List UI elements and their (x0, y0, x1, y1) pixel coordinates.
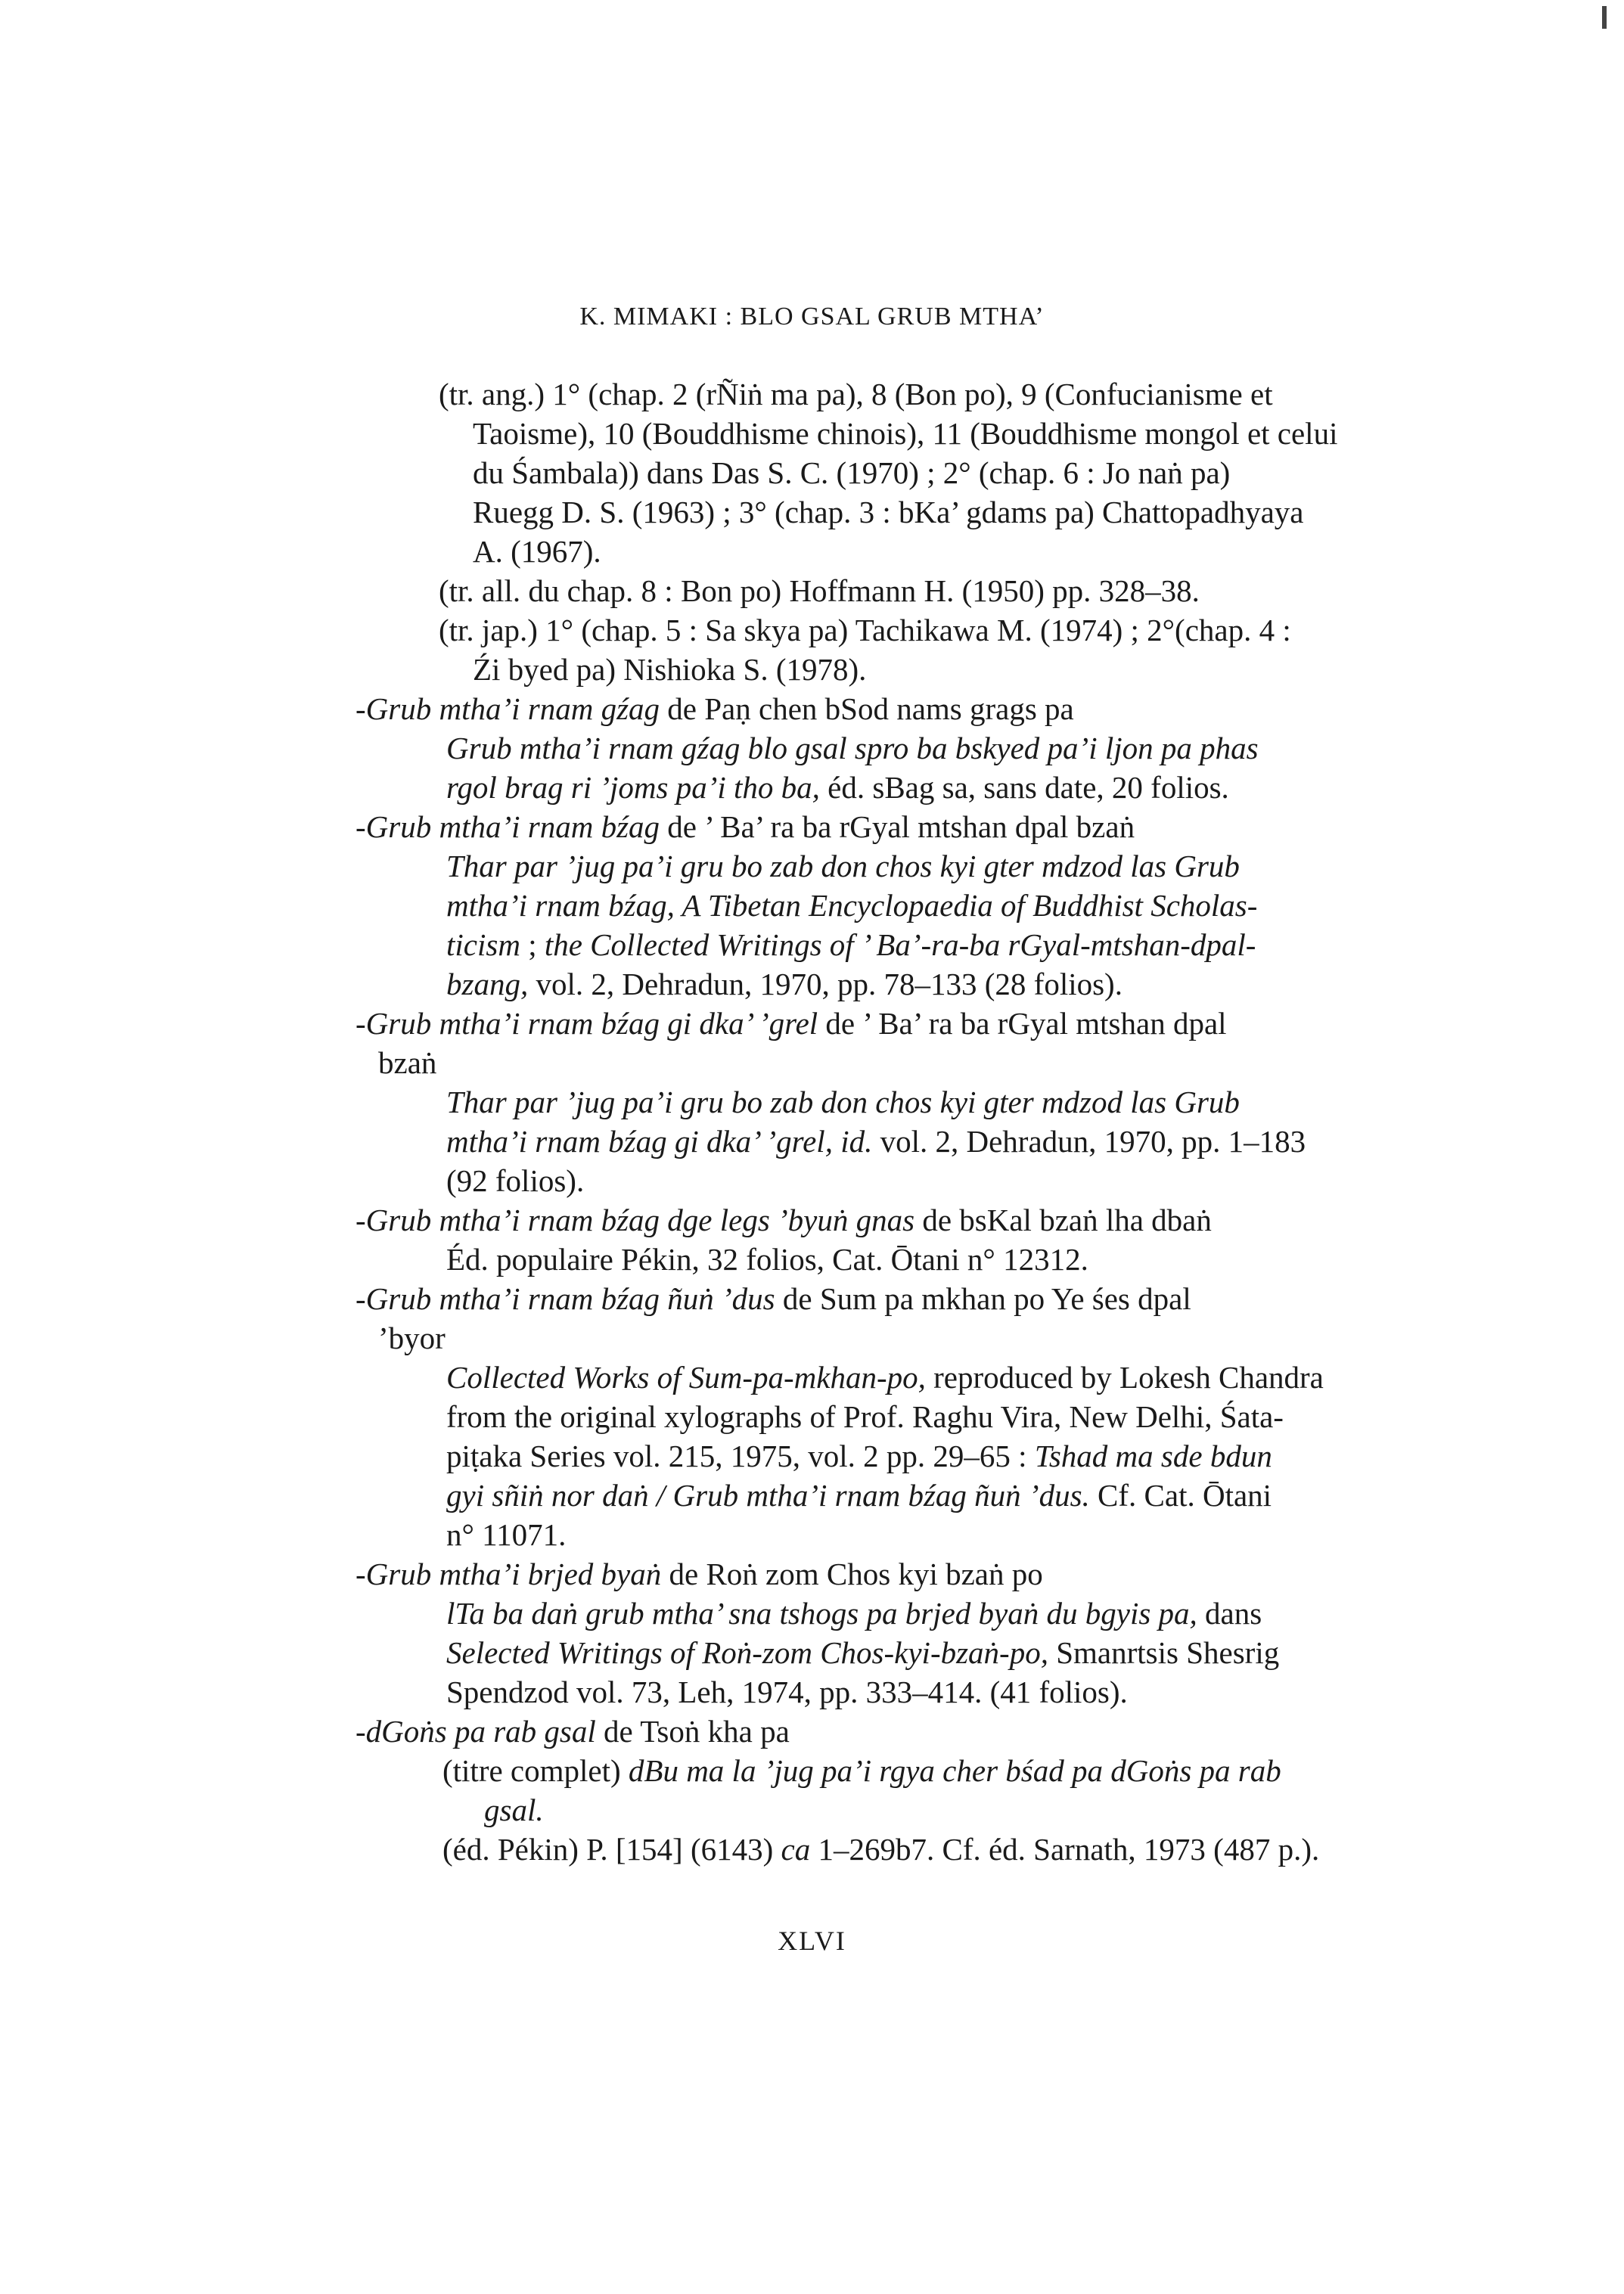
text-segment: de Tsoṅ kha pa (595, 1714, 790, 1749)
text-segment: ’byor (378, 1321, 446, 1355)
text-segment: Ruegg D. S. (1963) ; 3° (chap. 3 : bKa’ gdams pa) Chattopadhyaya (473, 495, 1304, 529)
italic-text: -Grub mtha’i rnam bźag (356, 809, 660, 844)
text-line (473, 453, 1452, 492)
italic-text: mtha’i rnam bźag, A Tibetan Encyclopaedia of Buddhist Scholas- (446, 888, 1258, 923)
text-segment: (tr. ang.) 1° (chap. 2 (rÑiṅ ma pa), 8 (Bon po), 9 (Confucianisme et (439, 377, 1273, 411)
text-segment: Cf. Cat. Ōtani (1089, 1478, 1272, 1513)
text-segment: dans (1197, 1596, 1262, 1631)
italic-text: gsal. (484, 1793, 544, 1827)
italic-text: bzang, (446, 967, 529, 1001)
italic-text: Collected Works of Sum-pa-mkhan-po, (446, 1360, 926, 1395)
text-segment: de Roṅ zom Chos kyi bzaṅ po (661, 1557, 1043, 1591)
text-line (446, 768, 1452, 807)
text-line (446, 1358, 1452, 1397)
text-line (446, 1082, 1452, 1122)
running-header: K. MIMAKI : BLO GSAL GRUB MTHA’ (579, 303, 1045, 331)
text-line (473, 532, 1452, 571)
text-line (446, 1240, 1452, 1279)
text-segment: (titre complet) (442, 1753, 629, 1788)
text-line (378, 1318, 1452, 1358)
text-line (446, 925, 1452, 964)
text-line (473, 492, 1452, 532)
italic-text: -Grub mtha’i rnam bźag ñuṅ ’dus (356, 1281, 775, 1316)
text-line (446, 886, 1452, 925)
italic-text: -dGoṅs pa rab gsal (356, 1714, 596, 1749)
text-segment: vol. 2, Dehradun, 1970, pp. 1–183 (872, 1124, 1306, 1159)
text-segment: from the original xylographs of Prof. Raghu Vira, New Delhi, Śata- (446, 1399, 1284, 1434)
italic-text: Thar par ’jug pa’i gru bo zab don chos kyi gter mdzod las Grub (446, 849, 1240, 883)
text-segment: Smanrtsis Shesrig (1048, 1635, 1280, 1670)
text-line (439, 571, 1452, 610)
text-segment: Éd. populaire Pékin, 32 folios, Cat. Ōtani n° 12312. (446, 1242, 1088, 1277)
text-line (446, 1397, 1452, 1436)
text-line (356, 1712, 1452, 1751)
text-segment: piṭaka Series vol. 215, 1975, vol. 2 pp. 29–65 : (446, 1439, 1035, 1473)
text-line (446, 964, 1452, 1004)
text-line (473, 650, 1452, 689)
text-segment: (tr. jap.) 1° (chap. 5 : Sa skya pa) Tachikawa M. (1974) ; 2°(chap. 4 : (439, 613, 1291, 647)
text-line (442, 1751, 1452, 1790)
text-segment: du Śambala)) dans Das S. C. (1970) ; 2° (chap. 6 : Jo naṅ pa) (473, 455, 1231, 490)
text-segment: A. (1967). (473, 534, 601, 569)
text-line (446, 1594, 1452, 1633)
text-segment: de Paṇ chen bSod nams grags pa (660, 691, 1074, 726)
text-line (446, 1633, 1452, 1672)
text-line (446, 1161, 1452, 1200)
text-segment: vol. 2, Dehradun, 1970, pp. 78–133 (28 folios). (528, 967, 1123, 1001)
text-line (446, 1515, 1452, 1554)
italic-text: -Grub mtha’i rnam bźag dge legs ’byuṅ gnas (356, 1203, 915, 1237)
text-line (356, 1004, 1452, 1043)
text-line (356, 689, 1452, 728)
text-segment: Spendzod vol. 73, Leh, 1974, pp. 333–414. (41 folios). (446, 1675, 1128, 1709)
italic-text: Tshad ma sde bdun (1034, 1439, 1272, 1473)
text-segment: n° 11071. (446, 1517, 567, 1552)
italic-text: -Grub mtha’i rnam gźag (356, 691, 660, 726)
italic-text: Grub mtha’i rnam gźag blo gsal spro ba bskyed pa’i ljon pa phas (446, 731, 1259, 765)
text-segment: Źi byed pa) Nishioka S. (1978). (473, 652, 867, 687)
text-segment: (tr. all. du chap. 8 : Bon po) Hoffmann H. (1950) pp. 328–38. (439, 573, 1200, 608)
text-segment: 1–269b7. Cf. éd. Sarnath, 1973 (487 p.). (810, 1832, 1320, 1867)
text-segment: de Sum pa mkhan po Ye śes dpal (775, 1281, 1191, 1316)
scan-mark (1602, 6, 1607, 29)
italic-text: gyi sñiṅ nor daṅ / Grub mtha’i rnam bźag ñuṅ ’dus. (446, 1478, 1090, 1513)
text-segment: ; (520, 927, 545, 962)
text-line (356, 1200, 1452, 1240)
italic-text: the Collected Writings of ’ Ba’-ra-ba rGyal-mtshan-dpal- (544, 927, 1256, 962)
italic-text: ca (781, 1832, 811, 1867)
text-line (446, 1436, 1452, 1476)
italic-text: dBu ma la ’jug pa’i rgya cher bśad pa dGoṅs pa rab (628, 1753, 1281, 1788)
text-segment: (92 folios). (446, 1163, 585, 1198)
text-segment: (éd. Pékin) P. [154] (6143) (442, 1832, 781, 1867)
text-line (439, 374, 1452, 414)
text-line (446, 1476, 1452, 1515)
text-segment: bzaṅ (378, 1045, 437, 1080)
text-line (446, 1122, 1452, 1161)
italic-text: rgol brag ri ’joms pa’i tho ba, (446, 770, 820, 805)
text-line (442, 1830, 1452, 1869)
text-line (473, 414, 1452, 453)
text-line (378, 1043, 1452, 1082)
text-line (446, 846, 1452, 886)
text-segment: éd. sBag sa, sans date, 20 folios. (819, 770, 1229, 805)
text-line (439, 610, 1452, 650)
text-line (446, 728, 1452, 768)
italic-text: ticism (446, 927, 520, 962)
text-line (356, 807, 1452, 846)
text-segment: de ’ Ba’ ra ba rGyal mtshan dpal (818, 1006, 1227, 1041)
italic-text: -Grub mtha’i brjed byaṅ (356, 1557, 662, 1591)
text-line (446, 1672, 1452, 1712)
italic-text: -Grub mtha’i rnam bźag gi dka’ ’grel (356, 1006, 818, 1041)
italic-text: lTa ba daṅ grub mtha’ sna tshogs pa brjed byaṅ du bgyis pa, (446, 1596, 1197, 1631)
italic-text: mtha’i rnam bźag gi dka’ ’grel, id. (446, 1124, 873, 1159)
text-segment: de bsKal bzaṅ lha dbaṅ (914, 1203, 1212, 1237)
text-segment: de ’ Ba’ ra ba rGyal mtshan dpal bzaṅ (660, 809, 1135, 844)
text-segment: Taoisme), 10 (Bouddhisme chinois), 11 (Bouddhisme mongol et celui (473, 416, 1338, 451)
page-number: XLVI (778, 1926, 846, 1956)
text-line (356, 1554, 1452, 1594)
bibliography-body (356, 374, 1452, 1869)
italic-text: Thar par ’jug pa’i gru bo zab don chos kyi gter mdzod las Grub (446, 1085, 1240, 1119)
italic-text: Selected Writings of Roṅ-zom Chos-kyi-bzaṅ-po, (446, 1635, 1048, 1670)
text-segment: reproduced by Lokesh Chandra (925, 1360, 1324, 1395)
text-line (356, 1279, 1452, 1318)
text-line (484, 1790, 1452, 1830)
